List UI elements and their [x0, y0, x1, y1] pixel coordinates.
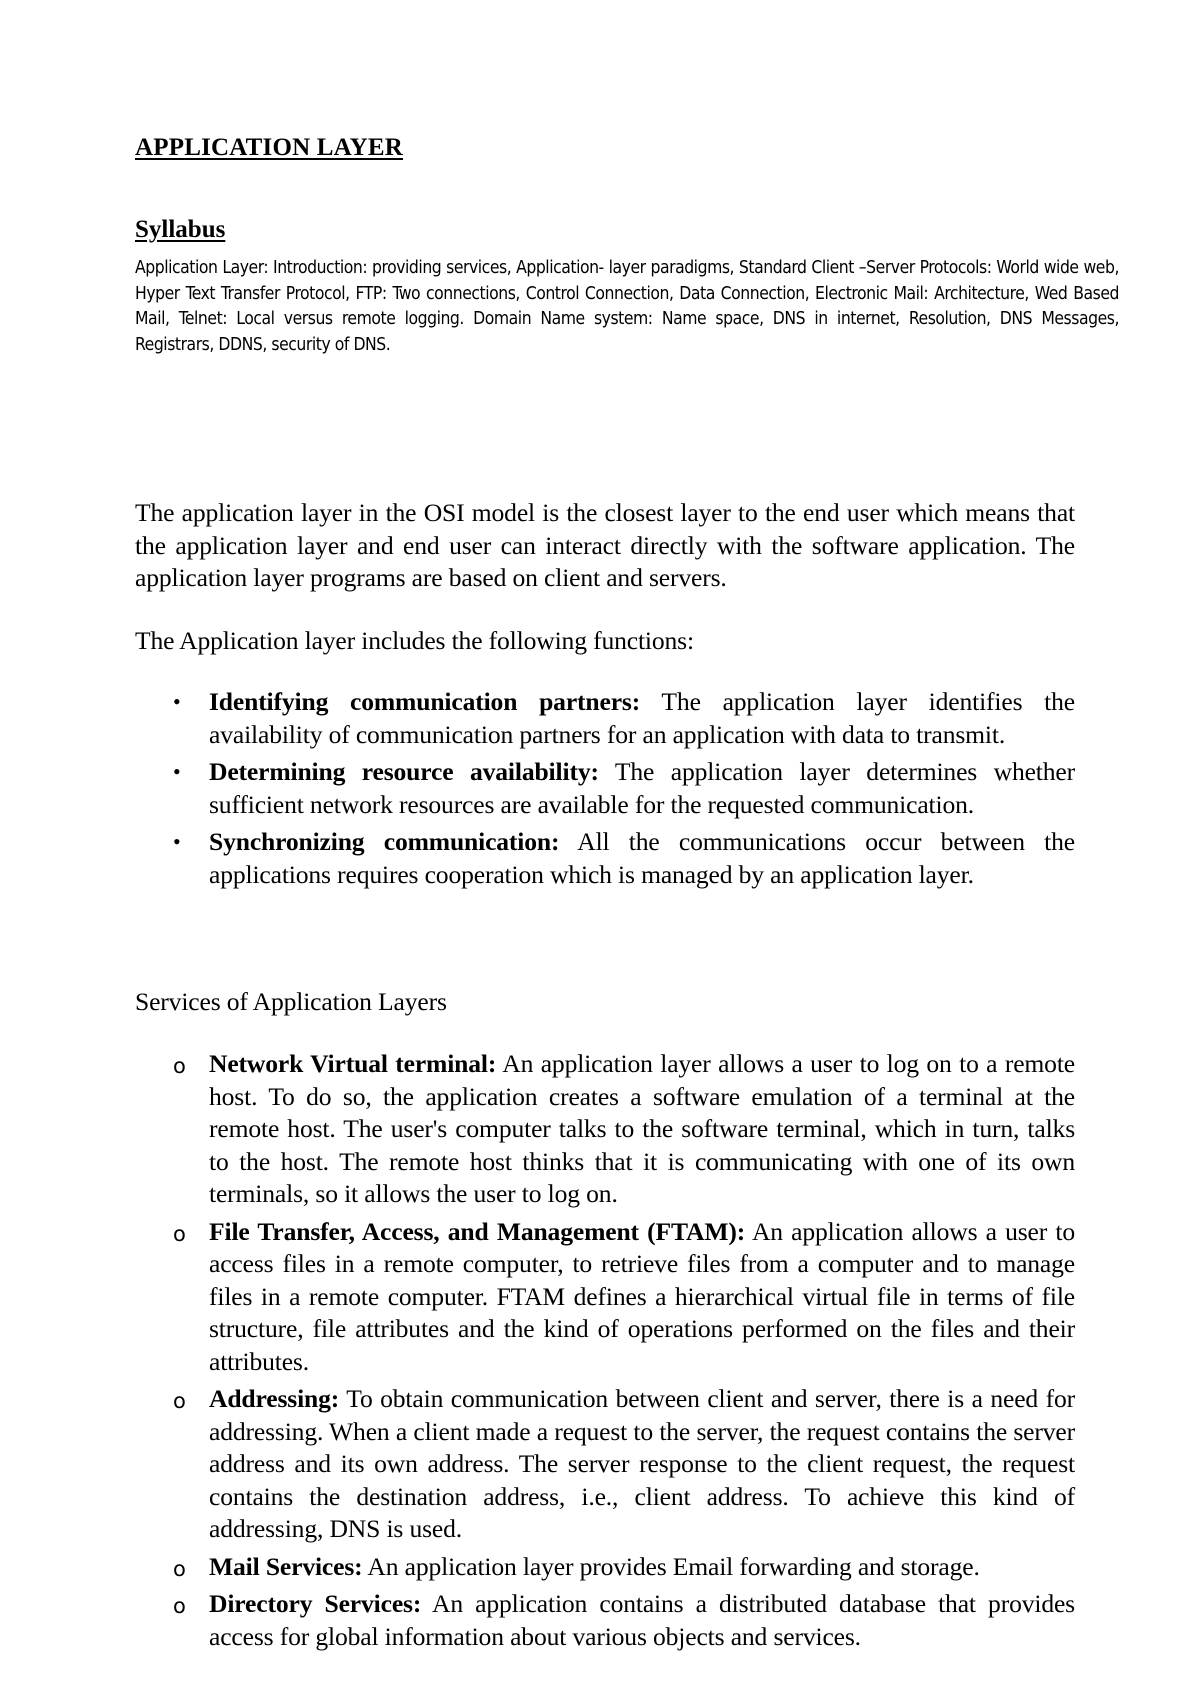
list-item [135, 686, 1075, 751]
list-item-text: An application layer allows a user to log on to a remote host. To do so, the application creates a software emulation of a terminal at the remote host. The user's computer talks to the software terminal, which in turn, talks to the host. The remote host thinks that it is communicating with one of its own terminals, so it allows the user to log on. [209, 1049, 1075, 1208]
list-item-term: Identifying communication partners: [209, 687, 641, 716]
list-item [135, 1216, 1075, 1379]
list-item-term: File Transfer, Access, and Management (FTAM): [209, 1216, 746, 1246]
list-item-term: Directory Services: [209, 1589, 422, 1618]
list-item [135, 756, 1075, 821]
list-item [135, 1588, 1075, 1653]
syllabus-text: Application Layer: Introduction: providing services, Application- layer paradigms, Standard Client –Server Protocols: World wide web, Hyper Text Transfer Protocol, FTP: Two connections, Control Connection, Data Connection, Electronic Mail: Architecture, Wed Based Mail, Telnet: Local versus remote logging. Domain Name system: Name space, DNS in internet, Resolution, DNS Messages, Registrars, DDNS, security of DNS. [135, 258, 1119, 355]
list-item-text: An application allows a user to access files in a remote computer, to retrieve files from a computer and to manage files in a remote computer. FTAM defines a hierarchical virtual file in terms of file structure, file attributes and the kind of operations performed on the files and their attributes. [209, 1216, 1075, 1376]
list-item-term: Synchronizing communication: [209, 827, 560, 856]
bullet-icon: • [173, 689, 181, 714]
bullet-icon: • [173, 759, 181, 784]
syllabus-heading: Syllabus [135, 216, 226, 243]
circle-bullet-icon: o [173, 1389, 186, 1413]
intro-paragraph: The application layer in the OSI model is the closest layer to the end user which means that the application layer and end user can interact directly with the software application. The application layer programs are based on client and servers. [135, 498, 1075, 592]
list-item-text: The application layer determines whether sufficient network resources are available for the requested communication. [209, 757, 1075, 819]
list-item-text: An application contains a distributed database that provides access for global information about various objects and services. [209, 1589, 1075, 1651]
list-item [135, 826, 1075, 891]
circle-bullet-icon: o [173, 1594, 186, 1618]
functions-list [135, 686, 1075, 896]
list-item-term: Addressing: [209, 1384, 340, 1413]
list-item [135, 1383, 1075, 1546]
list-item-term: Determining resource availability: [209, 757, 599, 786]
circle-bullet-icon: o [173, 1556, 186, 1581]
list-item-term: Mail Services: [209, 1551, 363, 1581]
list-item-text: The application layer identifies the availability of communication partners for an application with data to transmit. [209, 687, 1075, 749]
circle-bullet-icon: o [173, 1221, 186, 1246]
list-item-text: All the communications occur between the applications requires cooperation which is managed by an application layer. [209, 827, 1075, 889]
functions-intro: The Application layer includes the following functions: [135, 626, 694, 655]
services-list [135, 1048, 1075, 1658]
list-item [135, 1551, 1075, 1584]
document-title: APPLICATION LAYER [135, 134, 404, 161]
services-heading: Services of Application Layers [135, 987, 447, 1016]
list-item-text: To obtain communication between client and server, there is a need for addressing. When a client made a request to the server, the request contains the server address and its own address. The server response to the client request, the request contains the destination address, i.e., client address. To achieve this kind of addressing, DNS is used. [209, 1384, 1075, 1543]
list-item [135, 1048, 1075, 1211]
circle-bullet-icon: o [173, 1054, 186, 1078]
list-item-text: An application layer provides Email forwarding and storage. [362, 1551, 980, 1581]
list-item-term: Network Virtual terminal: [209, 1049, 497, 1078]
bullet-icon: • [173, 829, 181, 854]
